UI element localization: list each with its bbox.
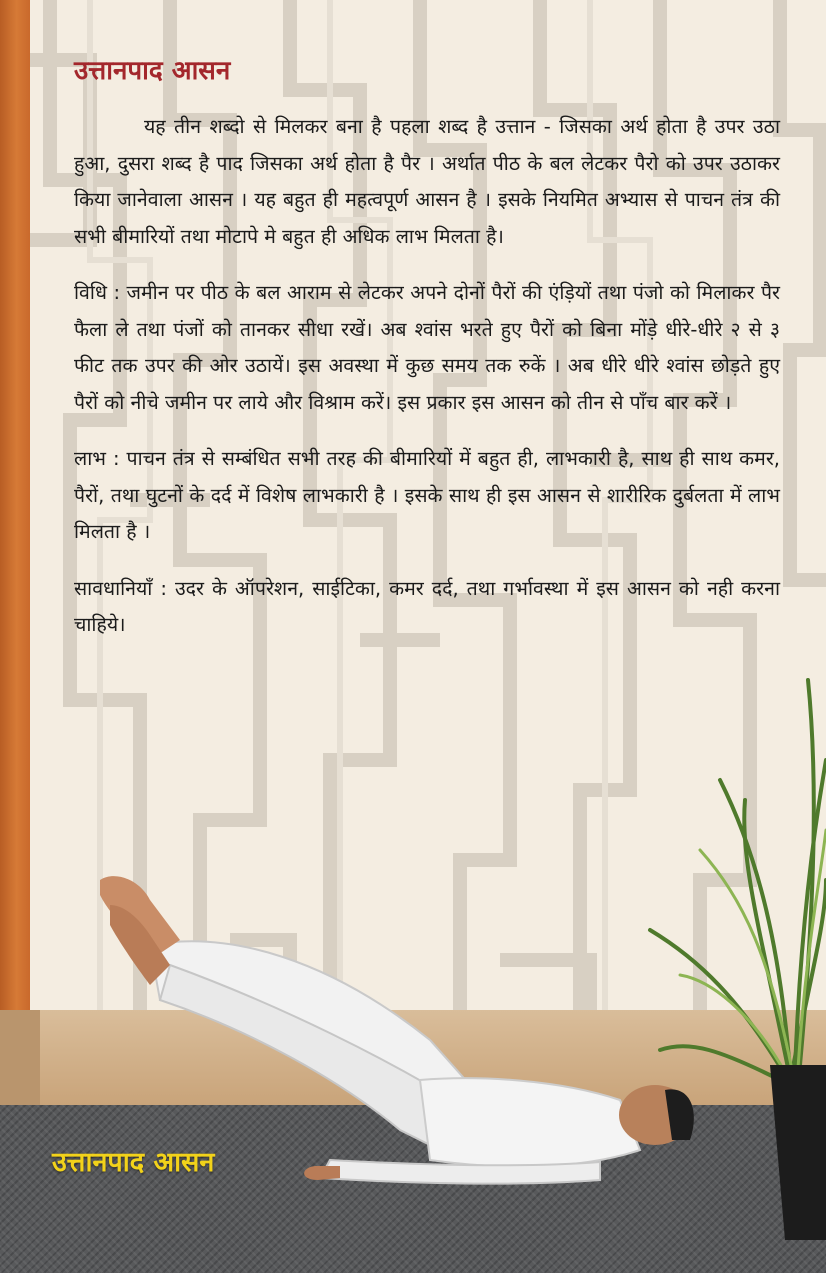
- page-title: उत्तानपाद आसन: [74, 56, 231, 86]
- intro-paragraph: यह तीन शब्दो से मिलकर बना है पहला शब्द है उत्तान - जिसका अर्थ होता है उपर उठा हुआ, दुसरा शब्द है पाद जिसका अर्थ होता है पैर । अर्थात पीठ के बल लेटकर पैरो को उपर उठाकर किया जानेवाला आसन । यह बहुत ही महत्वपूर्ण आसन है । इसके नियमित अभ्यास से पाचन तंत्र की सभी बीमारियों तथा मोटापे मे बहुत ही अधिक लाभ मिलता है।: [74, 115, 780, 248]
- pose-caption: उत्तानपाद आसन: [52, 1147, 215, 1178]
- method-text: जमीन पर पीठ के बल आराम से लेटकर अपने दोनों पैरों की एंड़ियों तथा पंजो को मिलाकर पैर फैला ले तथा पंजों को तानकर सीधा रखें। अब श्वांस भरते हुए पैरों को बिना मोंड़े धीरे-धीरे २ से ३ फीट तक उपर की ओर उठायें। इस अवस्था में कुछ समय तक रुकें । अब धीरे धीरे श्वांस छोड़ते हुए पैरों को नीचे जमीन पर लाये और विश्राम करें। इस प्रकार इस आसन को तीन से पाँच बार करें ।: [74, 281, 780, 414]
- precautions-label: सावधानियाँ :: [74, 576, 167, 600]
- benefits-text: पाचन तंत्र से सम्बंधित सभी तरह की बीमारियों में बहुत ही, लाभकारी है, साथ ही साथ कमर, पैरों, तथा घुटनों के दर्द में विशेष लाभकारी है । इसके साथ ही इस आसन से शारीरिक दुर्बलता में लाभ मिलता है ।: [74, 447, 780, 544]
- benefits-label: लाभ :: [74, 447, 120, 471]
- precautions-text: उदर के ऑपरेशन, साईटिका, कमर दर्द, तथा गर्भावस्था में इस आसन को नही करना चाहिये।: [74, 576, 781, 637]
- method-label: विधि :: [74, 281, 121, 305]
